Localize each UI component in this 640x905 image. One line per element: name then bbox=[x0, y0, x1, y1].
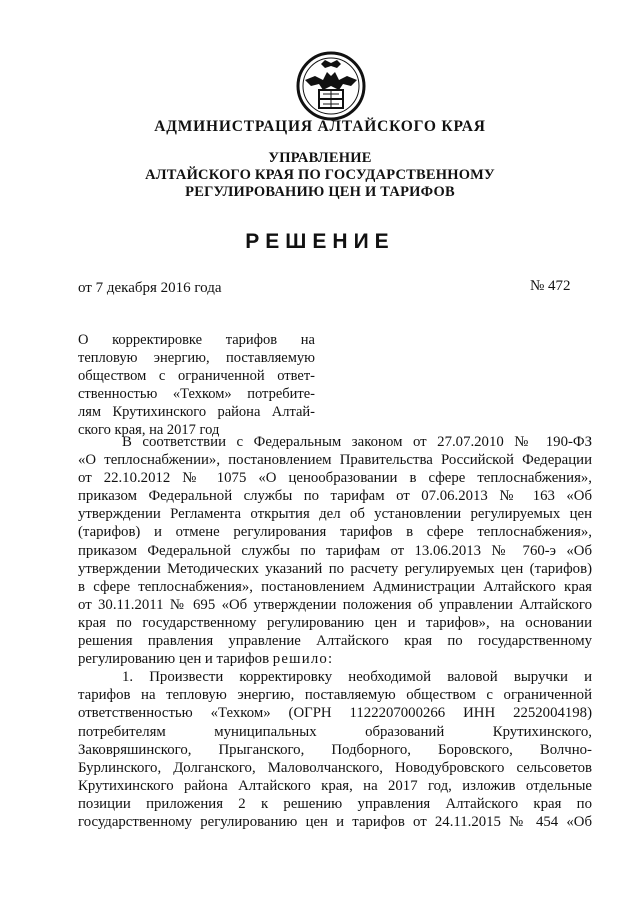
document-subject bbox=[78, 333, 315, 442]
item-line: Бурлинского, Долганского, Маловолчанского, Новодубровского сельсоветов bbox=[78, 759, 592, 776]
body-line: решения правления управление Алтайского края по государственному bbox=[78, 633, 592, 650]
item-line: Заковряшинского, Прыганского, Подборного, Боровского, Волчно- bbox=[78, 741, 592, 758]
body-line: «О теплоснабжении», постановлением Правительства Российской Федерации bbox=[78, 452, 592, 469]
subject-line: тепловую энергию, поставляемую bbox=[78, 351, 315, 367]
document-number: № 472 bbox=[530, 278, 571, 294]
subject-line: О корректировке тарифов на bbox=[78, 333, 315, 348]
coat-of-arms-icon bbox=[295, 50, 367, 122]
item-line: государственному регулированию цен и тарифов от 24.11.2015 № 454 «Об bbox=[78, 813, 592, 830]
body-line: от 22.10.2012 № 1075 «О ценообразовании в сфере теплоснабжения», bbox=[78, 470, 592, 487]
body-line: (тарифов) и отмене регулирования тарифов в сфере теплоснабжения», bbox=[78, 524, 592, 541]
subject-line: ственностью «Техком» потребите- bbox=[78, 387, 315, 403]
subject-line: ского края, на 2017 год bbox=[78, 423, 220, 439]
document-date: от 7 декабря 2016 года bbox=[78, 280, 222, 296]
body-line: от 30.11.2011 № 695 «Об утверждении положения об управлении Алтайского bbox=[78, 596, 592, 613]
item-line: ответственностью «Техком» (ОГРН 1122207000266 ИНН 2252004198) bbox=[78, 705, 592, 722]
decided-word: решило bbox=[272, 651, 329, 668]
department-name bbox=[0, 150, 640, 201]
organization-name: АДМИНИСТРАЦИЯ АЛТАЙСКОГО КРАЯ bbox=[154, 118, 486, 135]
body-line: утверждении Методических указаний по расчету регулируемых цен (тарифов) bbox=[78, 560, 592, 577]
department-line: АЛТАЙСКОГО КРАЯ ПО ГОСУДАРСТВЕННОМУ bbox=[145, 167, 495, 183]
body-line: в сфере теплоснабжения», постановлением Администрации Алтайского края bbox=[78, 578, 592, 595]
item-line: тарифов на тепловую энергию, поставляемую обществом с ограниченной bbox=[78, 687, 592, 704]
body-line: утверждении Регламента открытия дел об установлении регулируемых цен bbox=[78, 506, 592, 523]
subject-line: лям Крутихинского района Алтай- bbox=[78, 405, 315, 421]
body-line: В соответствии с Федеральным законом от 27.07.2010 № 190-ФЗ bbox=[122, 434, 592, 450]
body-line: приказом Федеральной службы по тарифам от 13.06.2013 № 760-э «Об bbox=[78, 542, 592, 559]
decided-colon: : bbox=[328, 651, 333, 668]
body-line: приказом Федеральной службы по тарифам от 07.06.2013 № 163 «Об bbox=[78, 488, 592, 505]
item-line: позиции приложения 2 к решению управления Алтайского края по bbox=[78, 795, 592, 812]
item-line: 1. Произвести корректировку необходимой валовой выручки и bbox=[122, 669, 592, 686]
body-line: регулированию цен и тарифов bbox=[78, 651, 270, 668]
subject-line: обществом с ограниченной ответ- bbox=[78, 369, 315, 385]
body-line-decision bbox=[78, 650, 592, 668]
item-line: Крутихинского района Алтайского края, на 2017 год, изложив отдельные bbox=[78, 777, 592, 794]
department-line: РЕГУЛИРОВАНИЮ ЦЕН И ТАРИФОВ bbox=[185, 184, 455, 200]
item-line: потребителям муниципальных образований Крутихинского, bbox=[78, 723, 592, 740]
department-line: УПРАВЛЕНИЕ bbox=[268, 150, 372, 166]
document-body bbox=[78, 433, 592, 831]
document-title: РЕШЕНИЕ bbox=[245, 230, 395, 253]
body-line: края по государственному регулированию цен и тарифов», на основании bbox=[78, 614, 592, 631]
